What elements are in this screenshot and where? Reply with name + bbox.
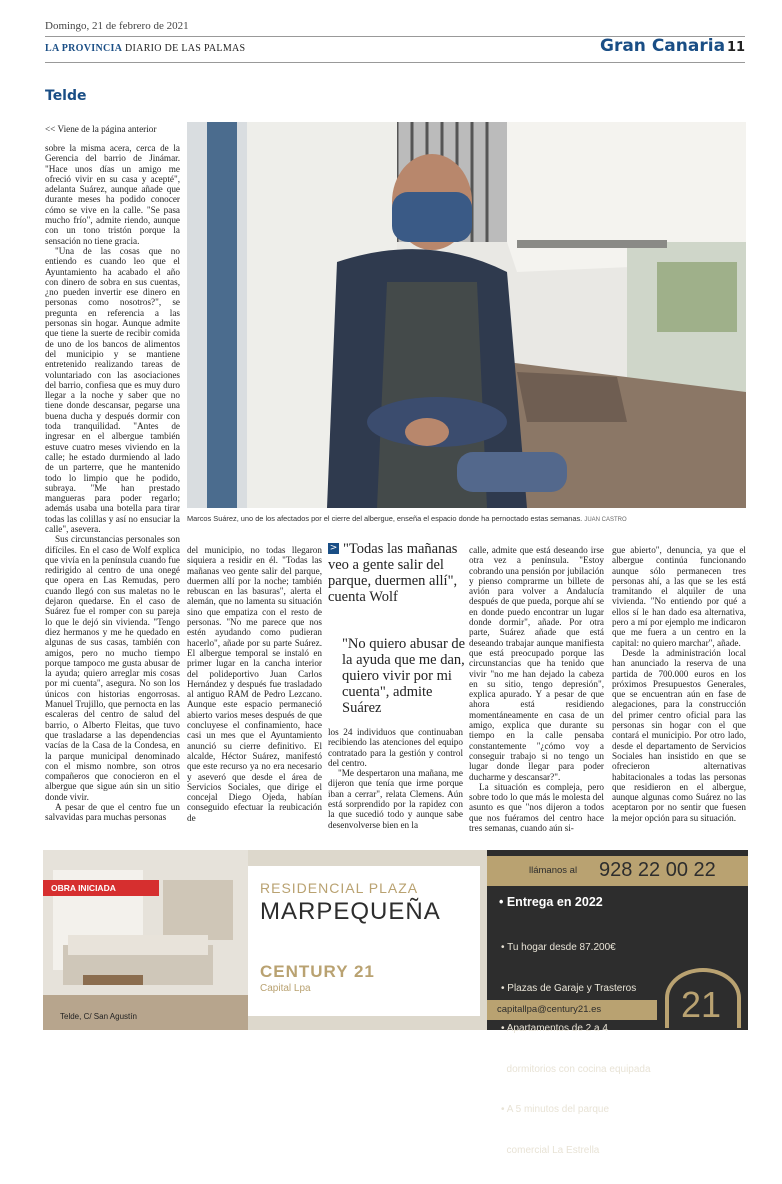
paragraph: La situación es compleja, pero sobre todo lo que más le molesta del asunto es que "nos dijeron a todos que nos fuéramos del centro hace tres semanas, cuando aún si- [469, 781, 604, 834]
ad-call-label: llámanos al [529, 865, 578, 876]
continuation-note: << Viene de la página anterior [45, 124, 157, 134]
paragraph: Desde la administración local han anunciado la reserva de una partida de 700.000 euros en los próximos Presupuestos Generales, que se encuentran aún en fase de alegaciones, para la construcción del primer centro oficial para las personas sin hogar con el que contará el municipio. Por otro lado, desde el departamento de Servicios Sociales han insistido en que se ofrecieron alternativas habitacionales a todas las personas que residieron en el albergue, aunque algunas como Suárez no las aceptaron por no sentir que fuesen la mejor opción para su situación. [612, 647, 746, 823]
article-photo [187, 122, 746, 508]
page-date: Domingo, 21 de febrero de 2021 [45, 20, 189, 32]
photo-credit: JUAN CASTRO [584, 517, 627, 523]
paragraph: los 24 individuos que continuaban recibiendo las atenciones del equipo contratado para la gestión y control del centro. [328, 727, 463, 768]
photo-caption-line [187, 514, 746, 523]
paragraph: sobre la misma acera, cerca de la Gerencia del barrio de Jinámar. "Hace unos días un amigo me ofreció vivir en su casa y acepté", adelanta Suárez, aunque añade que durante meses ha podido conocer cómo se vive en la calle. "Se pasa mucho frío", admite riendo, aunque con un tono tristón porque la sensación no tiene gracia. [45, 143, 180, 246]
paragraph: "Me despertaron una mañana, me dijeron que tenía que irme porque iban a cerrar", relata Clemens. Aún está sorprendido por la rapidez con la que sucedió todo y aunque sabe desenvolverse bien en la [328, 768, 463, 830]
paragraph: "Una de las cosas que no entiendo es cuando leo que el Ayuntamiento ha acabado el año con dinero de sobra en sus cuentas, ¿no pueden invertir ese dinero en personas como nosotros?", se pregunta en referencia a las personas sin hogar. Aunque admite que tiene la suerte de recibir comida de uno de los bancos de alimentos del municipio y se mantiene entretenido realizando tareas de voluntariado con las asociaciones del barrio, confiesa que es muy duro llegar a la noche y saber que no tiene donde descansar, pegarse una buena ducha y después dormir con toda tranquilidad. "Antes de ingresar en el albergue también estuve cuatro meses viviendo en la calle; he estado durmiendo al lado de un parterre, que he mantenido todo lo limpio que he podido, subraya. "Me han prestado mangueras para poder regarlo; además usaba una botella para tirar todas las colillas y así no ensuciar la calle", asevera. [45, 245, 180, 534]
column-3 [328, 727, 463, 842]
ad-brand: CENTURY 21 [260, 962, 375, 981]
century21-logo-icon [665, 968, 741, 1028]
header-rule-bottom [45, 62, 745, 63]
pull-quote-1 [328, 541, 463, 605]
paragraph: Sus circunstancias personales son difíciles. En el caso de Wolf explica que vivía en la península cuando fue redirigido al centro de una onegé que opera en Las Remudas, pero cuando llegó con sus maletas no le dejaron quedarse. En el caso de Suárez fue el romper con su pareja lo que le dejó sin vivienda. "Tengo diez hermanos y me he quedado en algunas de sus casas, también con amigos, pero no mucho tiempo porque tampoco me gusta abusar de la ayuda; quiero arreglar mis cosas por mi cuenta", asegura. No son los únicos con historias engorrosas. Manuel Trujillo, que pernocta en las escaleras del centro de salud del barrio, o Alberto Fleitas, que tuvo que trasladarse a las dependencias vacías de la Casa de la Condesa, en la parque municipal denominado con el mismo nombre, son otros compañeros que conocieron en el albergue que sigue aún sin un sitio donde vivir. [45, 534, 180, 802]
pull-quote-1-text: "Todas las mañanas veo a gente salir del parque, duermen allí", cuenta Wolf [328, 541, 458, 605]
ad-phone: 928 22 00 22 [599, 859, 716, 881]
masthead [45, 43, 245, 54]
paragraph: A pesar de que el centro fue un salvavidas para muchas personas [45, 802, 180, 823]
ad-interior-photo [43, 850, 248, 1030]
ad-email[interactable]: capitallpa@century21.es [497, 1004, 602, 1015]
masthead-sub: DIARIO DE LAS PALMAS [125, 43, 246, 54]
ad-tag: OBRA INICIADA [43, 880, 159, 896]
ad-bullet: • Apartamentos de 2 a 4 [501, 1023, 608, 1034]
ad-bullets [501, 914, 651, 1184]
quote-arrow-icon: > [329, 543, 338, 553]
column-2 [187, 545, 322, 840]
ad-title-top: RESIDENCIAL PLAZA [260, 880, 419, 896]
column-5 [612, 545, 746, 840]
ad-bullet: • Tu hogar desde 87.200€ [501, 942, 616, 953]
ad-location: Telde, C/ San Agustín [60, 1012, 137, 1021]
ad-title-panel [248, 866, 480, 1016]
column-4 [469, 545, 604, 840]
ad-bullet: dormitorios con cocina equipada [501, 1063, 651, 1075]
ad-phone-bar[interactable] [487, 856, 748, 886]
paragraph: calle, admite que está deseando irse otra vez a península. "Estoy cobrando una pensión por jubilación y pienso comprarme un billete de avión para volver a Andalucía después de que pueda, porque ahí se en donde puedo encontrar un lugar donde dormir", añade. Por otra parte, Suárez añade que está deseando trabajar aunque manifiesta que está preocupado porque las circunstancias que ha tenido que vivir "no me han dejado la cabeza en su sitio, tengo depresión", explica apurado. Y a pesar de que ahora está residiendo momentáneamente en casa de un amigo, explica que durante su tiempo en la calle pensaba constantemente "¿cómo voy a conseguir trabajo si no tengo un lugar donde llegar para poder ducharme y descansar?". [469, 545, 604, 782]
ad-email-bar[interactable] [487, 1000, 657, 1020]
photo-caption: Marcos Suárez, uno de los afectados por el cierre del albergue, enseña el espacio donde ha pernoctado estas semanas. [187, 514, 583, 523]
ad-info-panel [487, 850, 748, 1156]
section-title: Gran Canaria [600, 36, 726, 56]
paragraph: gue abierto", denuncia, ya que el albergue continúa funcionando aunque sólo permanecen tres personas ahí, a las que se les está tramitando el alquiler de una vivienda. "No entiendo por qué a ellos sí le han dado esa alternativa, pero a mí por ejemplo me indicaron que me fuera a un centro en la capital: no quiero marchar", añade. [612, 545, 746, 648]
ad-bullet: • A 5 minutos del parque [501, 1104, 610, 1115]
column-1 [45, 143, 180, 843]
locality-label: Telde [45, 88, 87, 104]
ad-headline: • Entrega en 2022 [499, 895, 603, 909]
page-number: 11 [727, 40, 746, 55]
logo-text: 21 [681, 984, 722, 1025]
ad-bullet: • Plazas de Garaje y Trasteros [501, 982, 637, 994]
paragraph: del municipio, no todas llegaron siquiera a residir en él. "Todas las mañanas veo gente salir del parque, duermen allí por la noche; también rebuscan en las basuras", alerta el alemán, que no lamenta su situación sino que empatiza con el resto de personas. "No me parece que nos estén ayudando como pudieran hacerlo", añade por su parte Suárez. El albergue temporal se instaló en primer lugar en la cancha interior del polideportivo Juan Carlos Hernández y después fue trasladado al antiguo RAM de Pedro Lezcano. Aunque este espacio permaneció abierto varios meses después de que concluyese el confinamiento, hace casi un mes que el Ayuntamiento anunció su cierre definitivo. El alcalde, Héctor Suárez, manifestó que este recurso ya no era necesario y aseveró que desde el área de Servicios Sociales, que dirige el concejal Diego Ojeda, habían conseguido efectuar la reubicación de [187, 545, 322, 823]
pull-quote-2: "No quiero abusar de la ayuda que me dan, quiero vivir por mi cuenta", admite Suárez [342, 636, 466, 716]
ad-brand-sub: Capital Lpa [260, 983, 311, 994]
ad-bullet: comercial La Estrella [501, 1144, 600, 1156]
photo-illustration [187, 122, 746, 508]
ad-title-main: MARPEQUEÑA [260, 898, 441, 925]
masthead-brand: LA PROVINCIA [45, 43, 123, 54]
